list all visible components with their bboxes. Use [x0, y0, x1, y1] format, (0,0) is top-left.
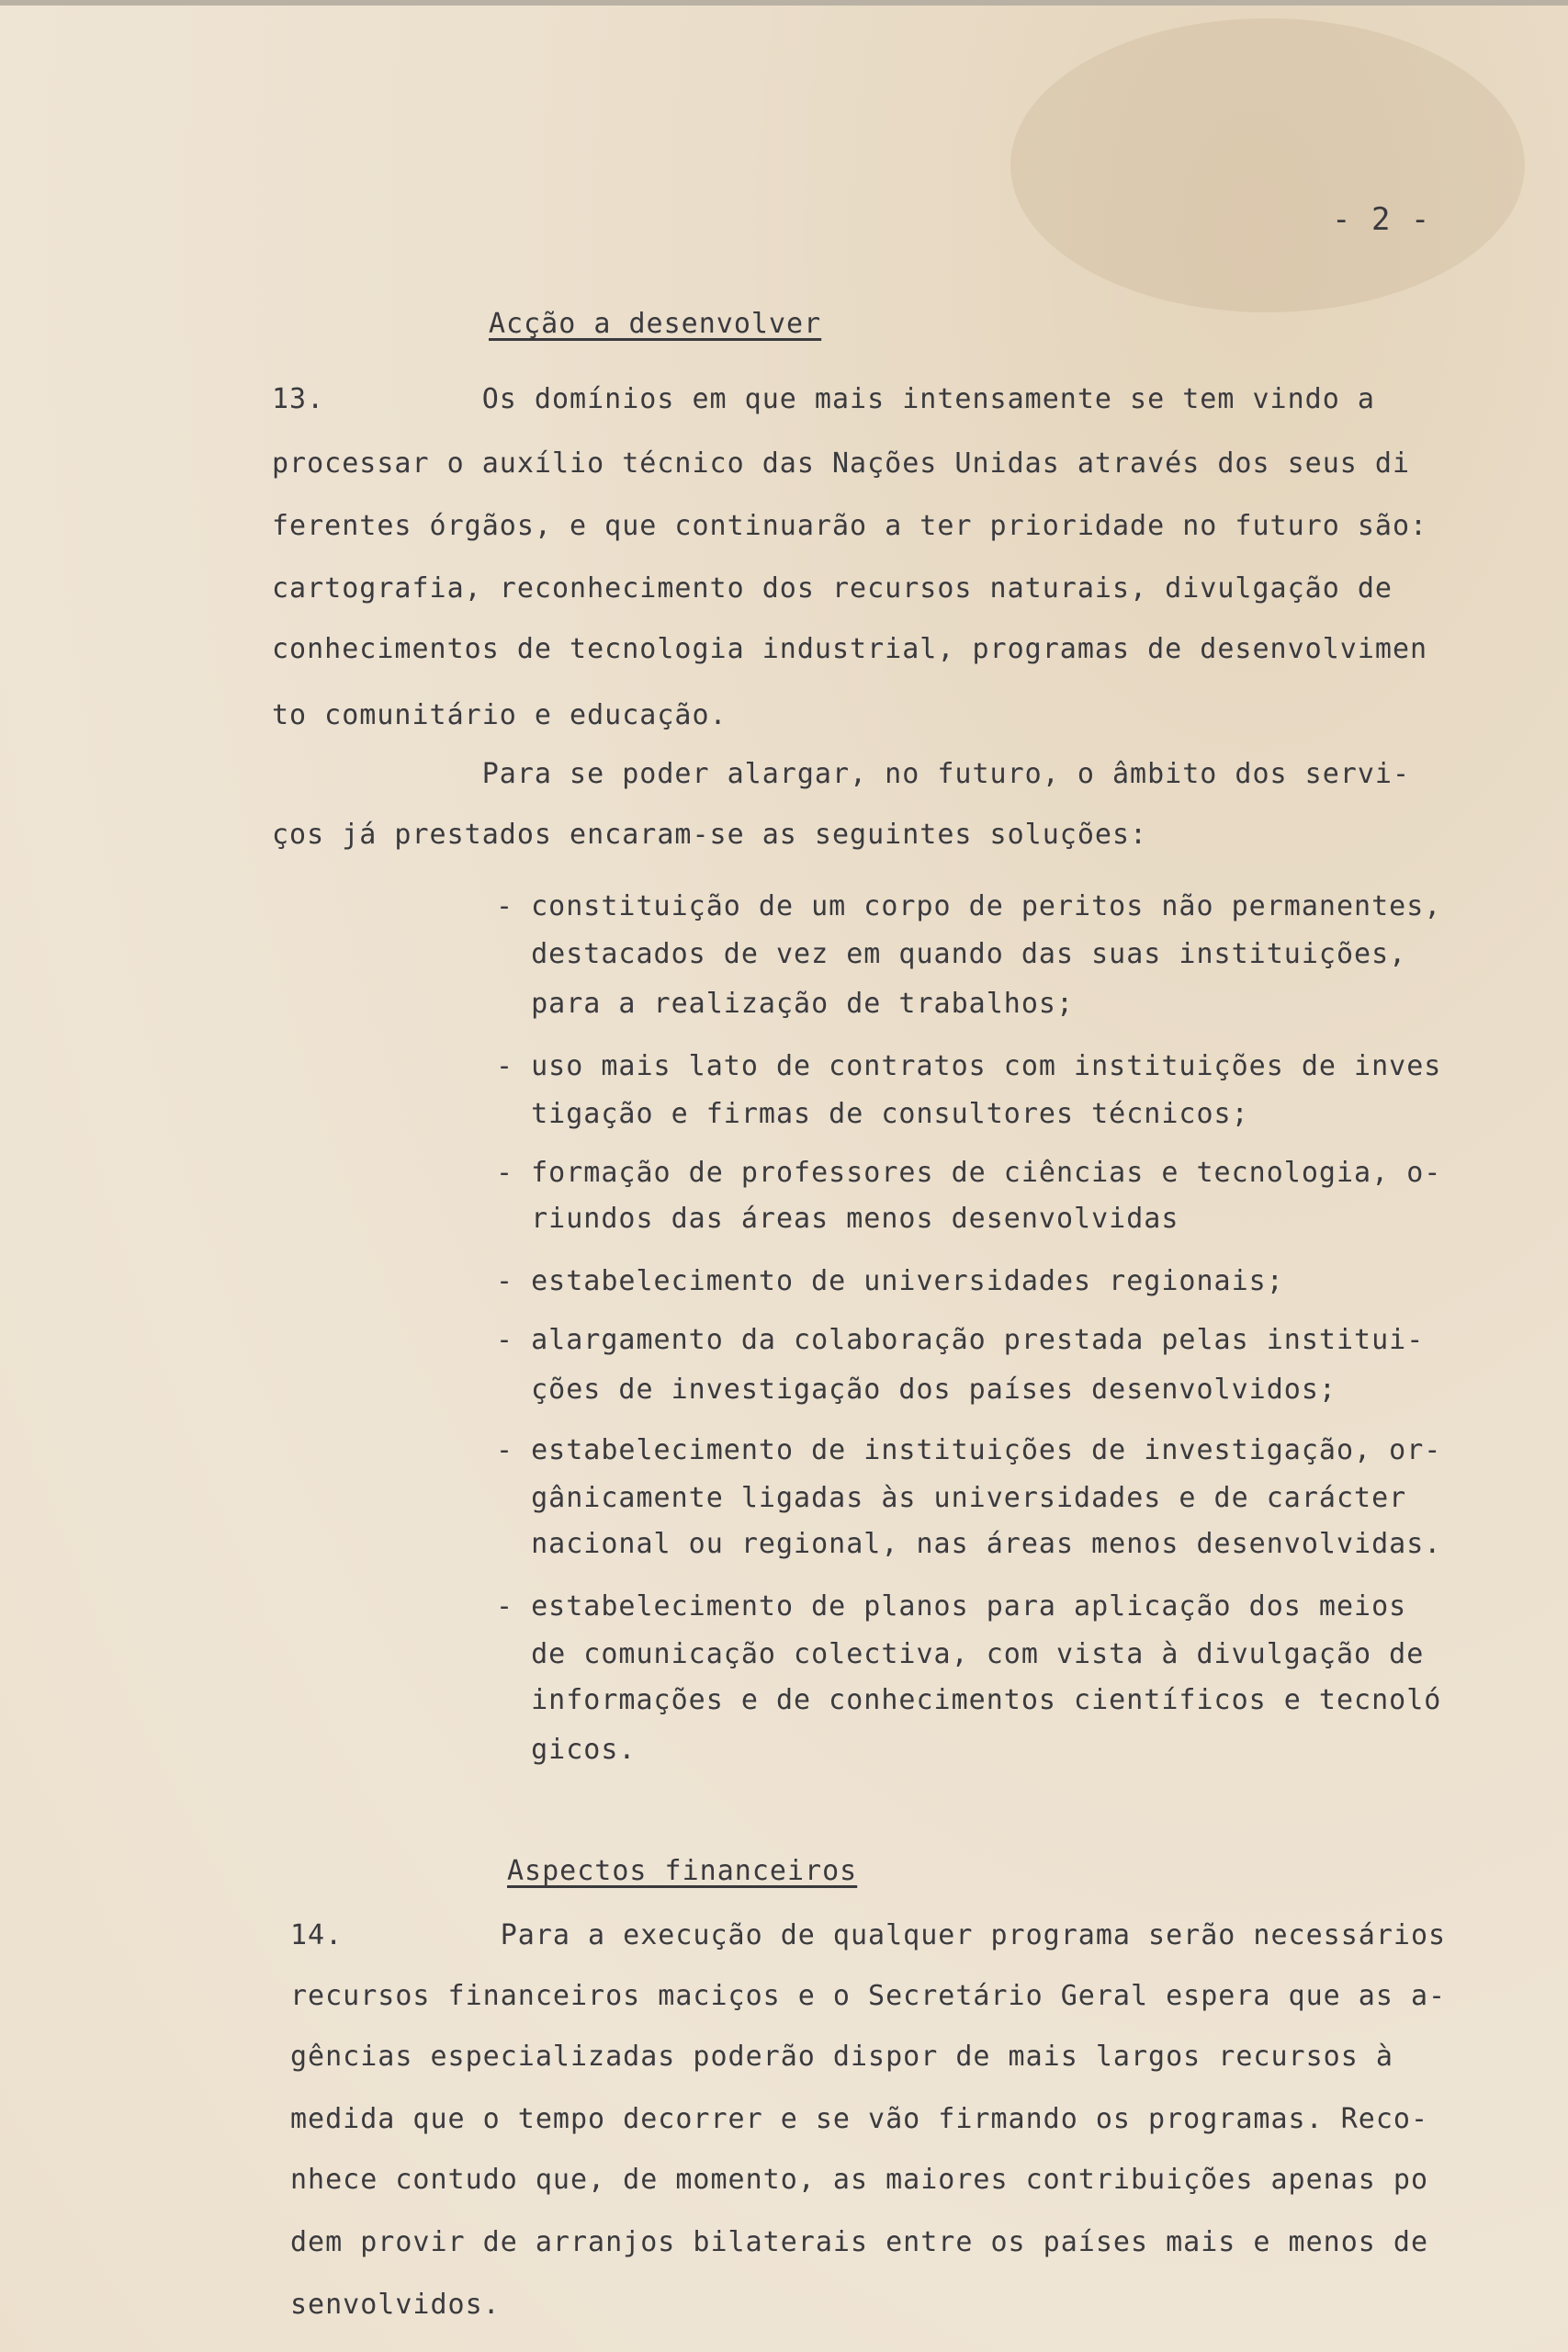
bullet-line: - estabelecimento de instituições de investigação, or- — [496, 1434, 1442, 1466]
paragraph-14-line: gências especializadas poderão dispor de mais largos recursos à — [290, 2041, 1393, 2073]
bullet-line: - alargamento da colaboração prestada pelas institui- — [496, 1324, 1425, 1356]
bullet-line: para a realização de trabalhos; — [496, 988, 1075, 1020]
paragraph-14-line: dem provir de arranjos bilaterais entre os países mais e menos de — [290, 2226, 1428, 2258]
bullet-line: - estabelecimento de planos para aplicação dos meios — [496, 1590, 1407, 1623]
paragraph-line: Para se poder alargar, no futuro, o âmbito dos servi- — [272, 758, 1410, 790]
section-heading-aspectos: Aspectos financeiros — [507, 1855, 858, 1887]
paragraph-14-line: nhece contudo que, de momento, as maiores contribuições apenas po — [290, 2164, 1428, 2196]
section-heading-accao: Acção a desenvolver — [489, 308, 822, 340]
bullet-line: - uso mais lato de contratos com instituições de inves — [496, 1050, 1442, 1082]
paragraph-line: ços já prestados encaram-se as seguintes soluções: — [272, 819, 1148, 851]
paragraph-13-line: ferentes órgãos, e que continuarão a ter prioridade no futuro são: — [272, 510, 1428, 542]
paragraph-13-line: 13. Os domínios em que mais intensamente se tem vindo a — [272, 383, 1375, 415]
bullet-line: gânicamente ligadas às universidades e de carácter — [496, 1482, 1407, 1514]
bullet-line: - constituição de um corpo de peritos não permanentes, — [496, 890, 1442, 922]
paragraph-14-line: 14. Para a execução de qualquer programa serão necessários — [290, 1919, 1447, 1951]
paragraph-13-line: conhecimentos de tecnologia industrial, programas de desenvolvimen — [272, 633, 1428, 665]
bullet-line: nacional ou regional, nas áreas menos desenvolvidas. — [496, 1528, 1442, 1560]
paper-stain — [1010, 18, 1525, 312]
bullet-line: destacados de vez em quando das suas instituições, — [496, 938, 1407, 970]
bullet-line: tigação e firmas de consultores técnicos; — [496, 1098, 1249, 1130]
bullet-line: de comunicação colectiva, com vista à divulgação de — [496, 1638, 1425, 1670]
page-top-edge — [0, 0, 1568, 6]
paragraph-14-line: senvolvidos. — [290, 2289, 501, 2321]
paragraph-13-line: cartografia, reconhecimento dos recursos naturais, divulgação de — [272, 572, 1393, 605]
paragraph-13-line: to comunitário e educação. — [272, 699, 728, 731]
bullet-line: informações e de conhecimentos científicos e tecnoló — [496, 1684, 1442, 1716]
bullet-line: - estabelecimento de universidades regionais; — [496, 1265, 1284, 1297]
paragraph-13-line: processar o auxílio técnico das Nações Unidas através dos seus di — [272, 447, 1410, 480]
bullet-line: ções de investigação dos países desenvolvidos; — [496, 1374, 1337, 1406]
bullet-line: - formação de professores de ciências e tecnologia, o- — [496, 1157, 1442, 1189]
paragraph-14-line: recursos financeiros maciços e o Secretário Geral espera que as a- — [290, 1980, 1447, 2012]
paragraph-14-line: medida que o tempo decorrer e se vão firmando os programas. Reco- — [290, 2103, 1428, 2135]
bullet-line: riundos das áreas menos desenvolvidas — [496, 1203, 1179, 1235]
bullet-line: gicos. — [496, 1734, 637, 1766]
page-number: - 2 - — [1332, 201, 1431, 238]
